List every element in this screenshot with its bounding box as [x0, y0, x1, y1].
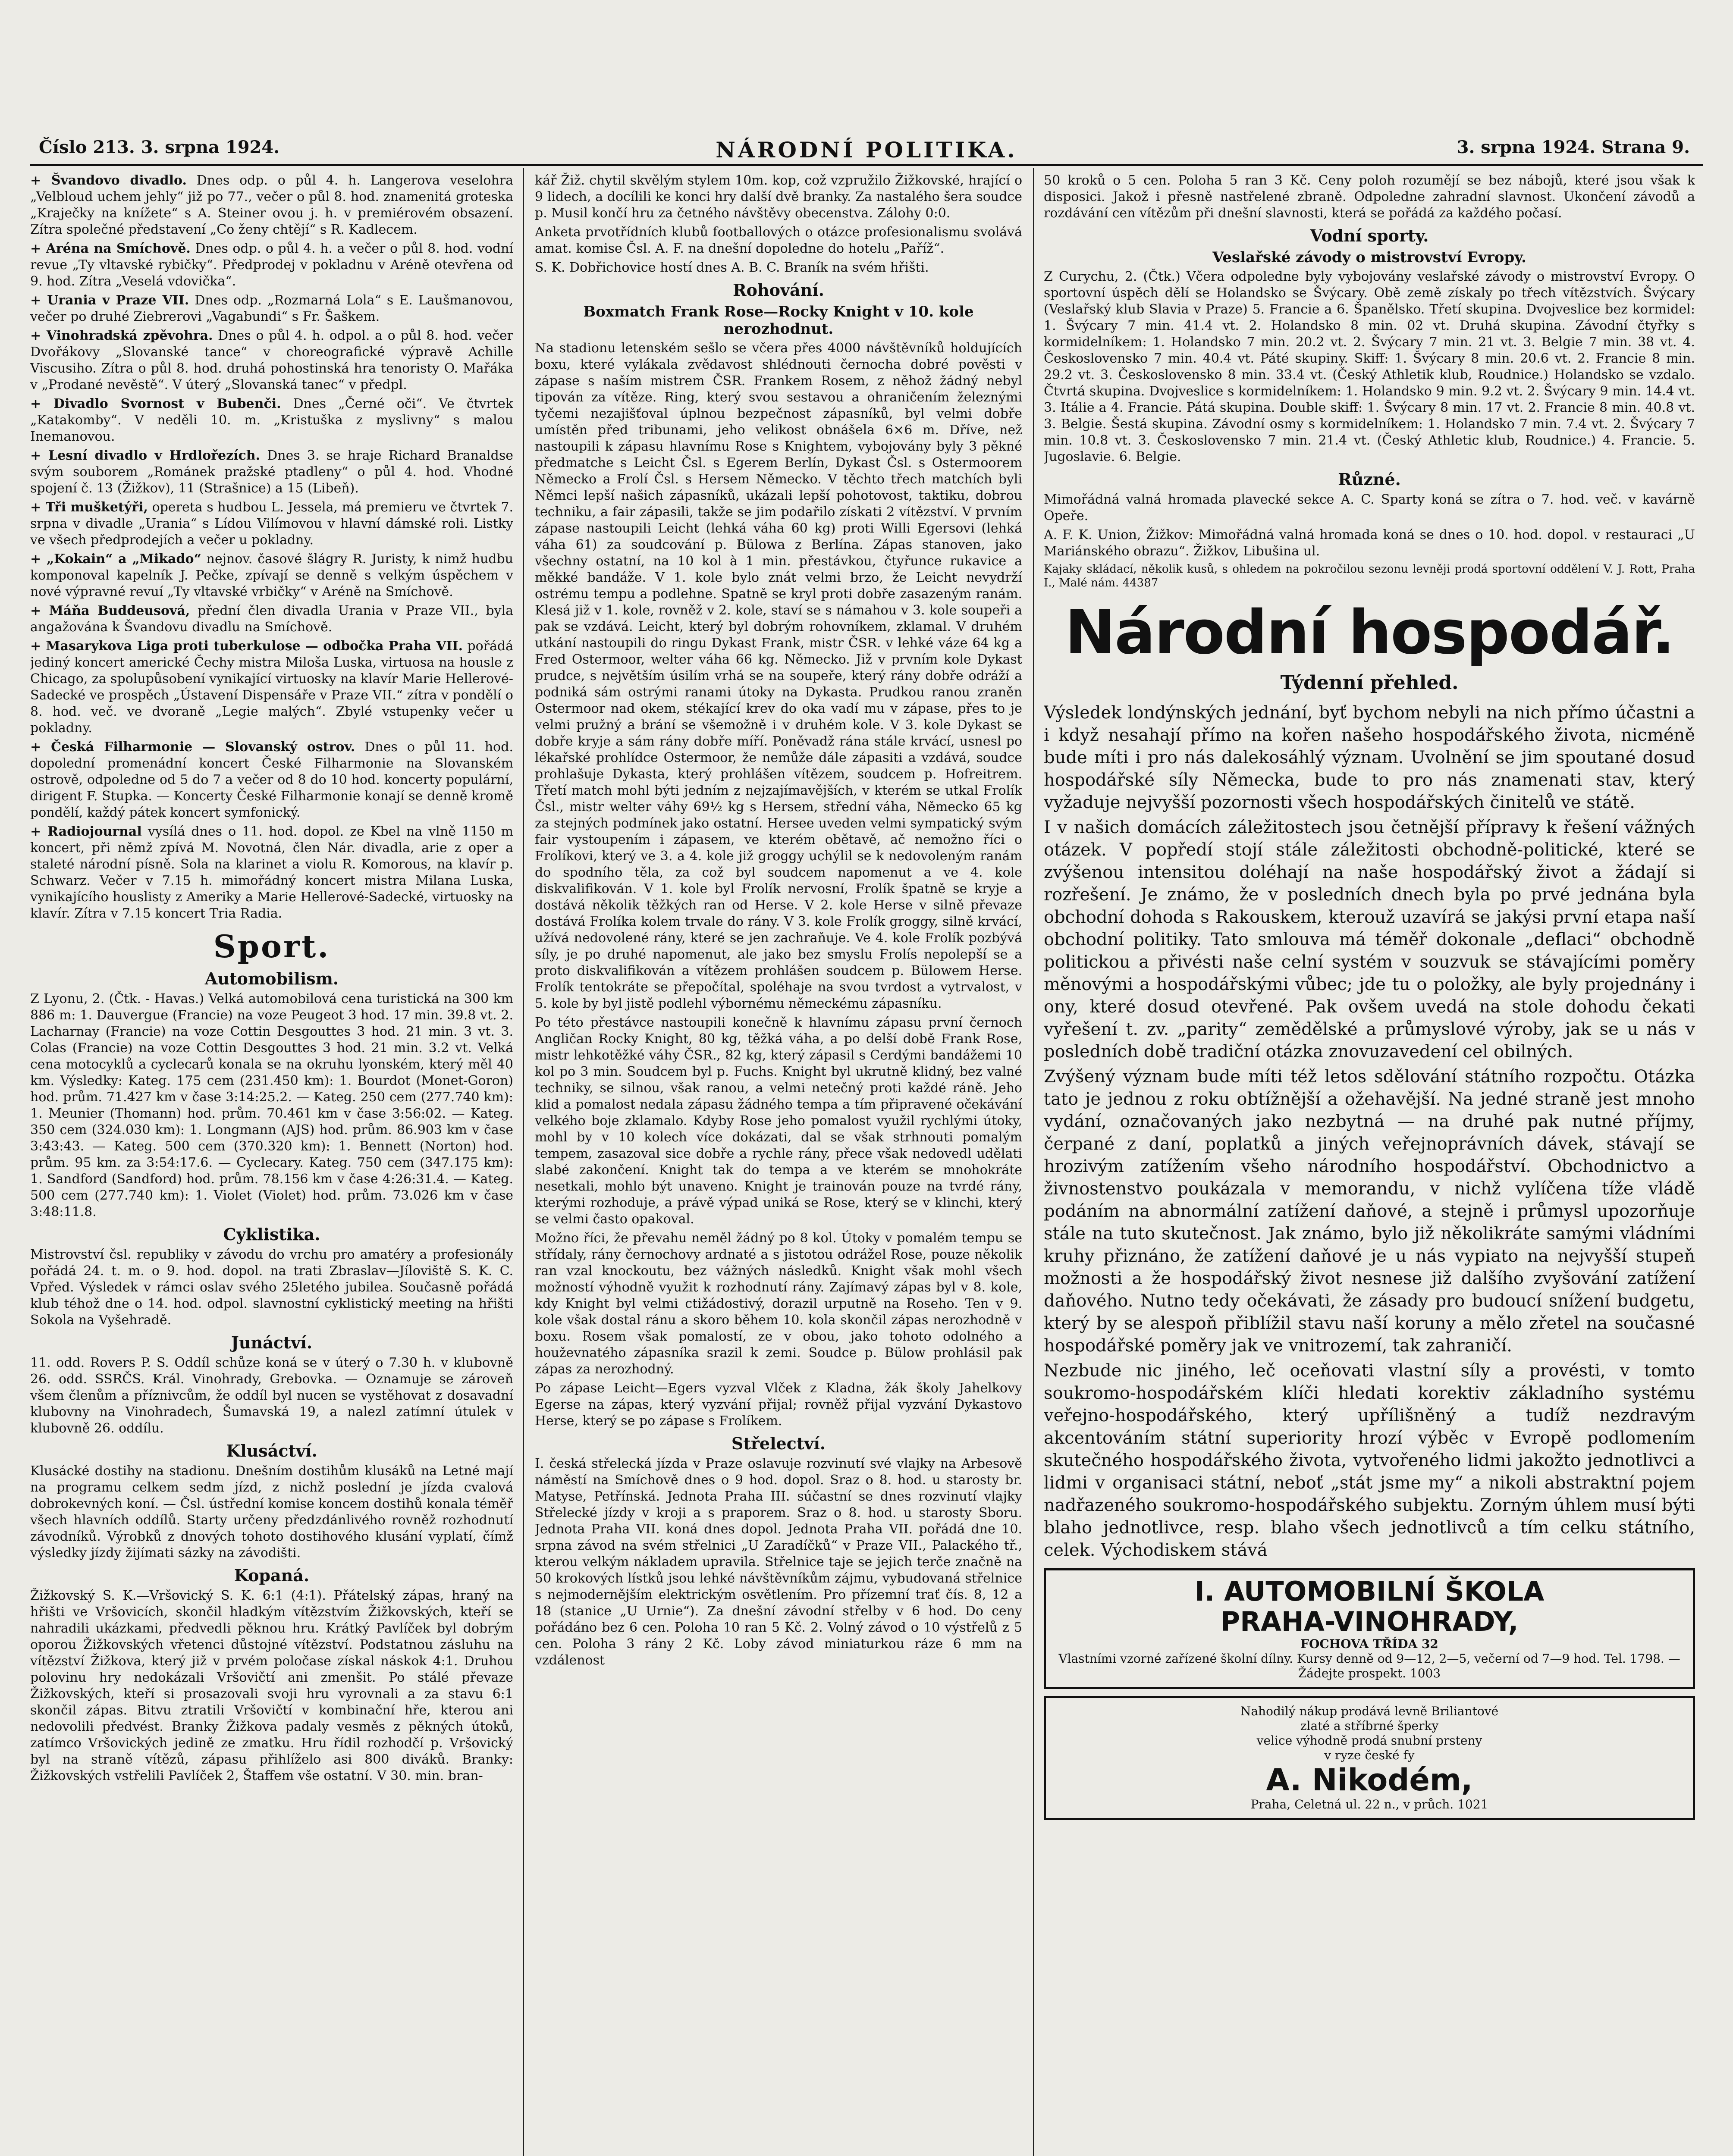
theatre-notice — [30, 448, 513, 497]
ad-text: zlaté a stříbrné šperky — [1300, 1719, 1439, 1733]
notice-text: Dnes odp. „Rozmarná Lola“ s E. Laušmanovou, večer po druhé Ziebrerovi „Vagabundi“ s Fr. Šaškem. — [30, 293, 513, 324]
notice-lead: + Masarykova Liga proti tuberkulose — odbočka Praha VII. — [30, 639, 463, 654]
notice-lead: + Tři mušketýři, — [30, 500, 148, 515]
ad-address: Praha, Celetná ul. 22 n., v průch. 1021 — [1250, 1797, 1488, 1811]
header-page: 3. srpna 1924. Strana 9. — [1457, 137, 1690, 157]
section-subtitle: Junáctví. — [231, 1333, 313, 1352]
section-subtitle: Vodní sporty. — [1310, 226, 1429, 245]
article-text: kář Žiž. chytil skvělým stylem 10m. kop, což vzpružilo Žižkovské, hrající o 9 lidech, a docílili ke konci hry další dvě branky. Za nastalého šera soudce p. Musil končí hru za četného návštěvy obecenstva. Zálohy 0:0. — [535, 173, 1022, 221]
section-subtitle: Rohování. — [733, 280, 824, 300]
article-text: Žižkovský S. K.—Vršovický S. K. 6:1 (4:1). Přátelský zápas, hraný na hřišti ve Vršovicích, skončil hladkým vítězstvím Žižkovských, kteří se nahradili ukázkami, předvedli pěknou hru. Krátký Pavlíček byl dobrým oporou Žižkovských vřetenci důstojné vítězství. Podstatnou zásluhu na vítězství Žižkova, který již v prvém poločase získal náskok 4:1. Druhou polovinu hry nedokázali Vršovičtí ani zmenšit. Po stálé převaze Žižkovských, kteří si prosazovali svoji hru vyrovnali a za stavu 6:1 skončil zápas. Bitvu ztratili Vršovičtí v kombinační hře, kterou ani nedovolili předvést. Branky Žižkova padaly vesměs z pěkných útoků, zatímco Vršovických jedině ze zmatku. Hru řídil rozhodčí p. Vršovický byl na straně vítězů, zápasu přihlíželo asi 800 diváků. Branky: Žižkovských vstřelili Pavlíček 2, Štaffem vše ostatní. V 30. min. bran- — [30, 1588, 513, 1783]
section-subtitle: Cyklistika. — [223, 1225, 320, 1244]
ad-text: Vlastními vzorné zařízené školní dílny. Kursy denně od 9—12, 2—5, večerní od 7—9 hod. Tel. 1798. — Žádejte prospekt. 1003 — [1058, 1651, 1680, 1680]
article-text: Možno říci, že převahu neměl žádný po 8 kol. Útoky v pomalém tempu se střídaly, rány černochovy ardnaté a s jistotou odrážel Rose, pouze několik ran vzal knockoutu, bez vážných následků. Knight však mohl všech možností výhodně využit k rozhodnutí rány. Zajímavý zápas byl v 8. kole, kdy Knight byl velmi ctižádostivý, dorazil urputně na Roseho. Ten v 9. kole však dostal ránu a skoro během 10. kola skončil zápas nerozhodně v boxu. Rosem však pomalostí, ze v obou, jako tohoto odolného a houževnatého zápasníka srazil k zemi. Soudce p. Bülow prohlásil pak zápas za nerozhodný. — [535, 1231, 1022, 1377]
article-paragraph: Výsledek londýnských jednání, byť bychom nebyli na nich přímo účastni a i když nesahají přímo na kořen našeho hospodářského života, nicméně bude míti i pro nás dalekosáhlý význam. Uvolnění se jim spoutané dosud hospodářské síly Německa, bude to pro nás znamenati stav, který vyžaduje nejvyšší pozornosti všech hospodářských činitelů ve státě. — [1044, 703, 1695, 812]
article-text: S. K. Dobřichovice hostí dnes A. B. C. Braník na svém hřišti. — [535, 260, 929, 275]
classified-ad: Kajaky skládací, několik kusů, s ohledem na pokročilou sezonu levněji prodá sportovní oddělení V. J. Rott, Praha I., Malé nám. 44387 — [1044, 563, 1695, 589]
notice-lead: + Vinohradská zpěvohra. — [30, 328, 213, 343]
article-text: I. česká střelecká jízda v Praze oslavuje rozvinutí své vlajky na Arbesově náměstí na Smíchově dnes o 9 hod. dopol. Sraz o 8. hod. u starosty br. Matyse, Petřínská. Jednota Praha III. súčastní se dnes rozvinutí vlajky Střelecké jízdy v kroji a s praporem. Sraz o 8. hod. u starosty Sboru. Jednota Praha VII. koná dnes dopol. Jednota Praha VII. pořádá dne 10. srpna závod na svém střelnici „U Zaradíčků“ v Praze VII., Palackého tř., kterou velkým nákladem upravila. Střelnice taje se jejich terče značně na 50 krokových lístků jsou lehké návštěvníkům zájmu, vybudovaná střelnice s nejmodernějším elektrickým osvětlením. Pro přízemní trať čís. 8, 12 a 18 (stanice „U Urnie“). Za dnešní závodní střelby v 6 hod. Do ceny pořádáno bez 6 cen. Poloha 10 ran 5 Kč. 2. Volný závod o 10 výstřelů z 5 cen. Poloha 3 rány 2 Kč. Loby závod miniaturkou ráze 6 mm na vzdálenost — [535, 1456, 1022, 1668]
article-text: A. F. K. Union, Žižkov: Mimořádná valná hromada koná se dnes o 10. hod. dopol. v restauraci „U Mariánského obrazu“. Žižkov, Libušina ul. — [1044, 527, 1695, 559]
article-headline: Boxmatch Frank Rose—Rocky Knight v 10. kole nerozhodnut. — [583, 303, 974, 338]
article-text: 50 kroků o 5 cen. Poloha 5 ran 3 Kč. Ceny poloh rozumějí se bez nábojů, které jsou však k disposici. Jakož i přesně nastřelené zbraně. Odpoledne zahradní slavnost. Ukončení závodů a rozdávání cen vítězům při dnešní slavnosti, která se pořádá za každého počasí. — [1044, 173, 1695, 221]
theatre-notice — [30, 603, 513, 636]
notice-text: Dnes odp. o půl 4. h. a večer o půl 8. hod. vodní revue „Ty vltavské rybičky“. Předprodej v pokladnu v Aréně otevřena od 9. hod. Zítra „Veselá vdovička“. — [30, 241, 513, 289]
article-text: Na stadionu letenském sešlo se včera přes 4000 návštěvníků holdujících boxu, které vylákala zvědavost shlédnouti černocha dobré pověsti v zápase s naším mistrem ČSR. Frankem Rosem, z něhož žádný nebyl tipován za vítěze. Ring, který svou sestavou a ohraničením železnými tyčemi nezajišťoval úplnou bezpečnost zápasníků, byl velmi dobře umístěn před tribunami, jeho velikost obnášela 6×6 m. Dříve, než nastoupili k zápasu hlavnímu Rose s Knightem, vybojovány byly 3 pěkné předmatche s Leicht Čsl. s Egerem Berlín, Dykast Čsl. s Ostermoorem Německo a Frolí Čsl. s Hersem Německo. V těchto třech matchích byli Němci lepší našich zápasníků, ukázali lepší pohotovost, taktiku, dobrou techniku, a fair zápasili, takže se jim podařilo získati 2 vítězství. V prvním zápase nastoupili Leicht (lehká váha 60 kg) proti Willi Egersovi (lehká váha 61) za soudcování p. Bülowa z Berlína. Zápas stanoven, jako všechny ostatní, na 10 kol à 1 min. přestávkou, čtyřunce rukavice a měkké bandáže. V 1. kole bylo znát velmi brzo, že Leicht nevydrží ostrému tempu a podlehne. Spatně se kryl proti dobře zasazeným ranám. Klesá již v 1. kole, rovněž v 2. kole, staví se s námahou v 3. kole soupeři a pak se vzdává. Leicht, který byl dobrým rohovníkem, zklamal. V druhém utkání nastoupili do ringu Dykast Frank, mistr ČSR. v lehké váze 64 kg a Fred Ostermoor, welter váha 66 kg. Německo. Již v prvním kole Dykast prudce, s největším úsilím vrhá se na soupeře, který rány dobře odráží a podniká sám ostrými ranami útoky na Dykasta. Prudkou ranou zraněn Ostermoor nad okem, stékající krev do oka vadí mu v zápase, přes to je velmi pružný a brání se všemožně i v druhém kole. V 3. kole Dykast se dobře kryje a sám rány dobře míří. Poněvadž rána stále krvácí, usnesl po lékařské prohlídce Ostermoor, že nemůže dále zápasiti a vzdává, soudce prohlašuje Dykasta, který prohlášen vítězem, soudcem p. Hofreitrem. Třetí match mohl býti jedním z nejzajímavějších, v kterém se utkal Frolík Čsl., mistr welter váhy 69½ kg s Hersem, střední váha, Německo 65 kg za stejných podmínek jako ostatní. Hersee uveden velmi sympatický svým fair vystoupením i zápasem, ve kterém obětavě, ač nemožno říci o Frolíkovi, který ve 3. a 4. kole již groggy uchýlil se k nedovoleným ranám do spodního těla, za což byl soudcem napomenut a ve 4. kole diskvalifikován. V 1. kole byl Frolík nervosní, Frolík špatně se kryje a dostává několik těžkých ran od Herse. V 2. kole Herse v silně převaze dostává Frolíka kolem trvale do rány. V 3. kole Frolík groggy, silně krvácí, užívá nedovolené rány, které se jen zachraňuje. Ve 4. kole Frolík pozbývá síly, je po druhé napomenut, ale jako bez smyslu Frolís nepolepší se a proto diskvalifikován a vítězem prohlášen soudcem p. Bülowem Herse. Frolík tentokráte se přepočítal, spoléhaje na svou tvrdost a vytrvalost, v 5. kole by byl jistě podlehl výbornému německému zápasníku. — [535, 341, 1022, 1011]
section-subtitle: Klusáctví. — [226, 1441, 317, 1460]
article-text: Po zápase Leicht—Egers vyzval Vlček z Kladna, žák školy Jahelkovy Egerse na zápas, který vyzvání přijal; rovněž přijal vyzvání Dykastovo Herse, který se po zápase s Frolíkem. — [535, 1381, 1022, 1429]
theatre-notice — [30, 638, 513, 736]
article-text: 11. odd. Rovers P. S. Oddíl schůze koná se v úterý o 7.30 h. v klubovně 26. odd. SSRČS. Král. Vinohrady, Grebovka. — Oznamuje se zároveň všem členům a příznivcům, že oddíl byl nucen se vystěhovat z dosavadní klubovny na Vinohradech, Šumavská 19, a nalezl zatímní útulek v klubovně 26. oddílu. — [30, 1355, 513, 1436]
article-text: Mimořádná valná hromada plavecké sekce A. C. Sparty koná se zítra o 7. hod. več. v kavárně Opeře. — [1044, 492, 1695, 523]
section-subtitle: Týdenní přehled. — [1280, 672, 1459, 694]
notice-text: opereta s hudbou L. Jessela, má premieru ve čtvrtek 7. srpna v divadle „Urania“ s Lídou Vilímovou v hlavní dámské roli. Listky ve všech předprodejích a večer u pokladny. — [30, 500, 513, 548]
theatre-notice — [30, 551, 513, 600]
notice-lead: + Aréna na Smíchově. — [30, 241, 191, 256]
notice-lead: + Máňa Buddeusová, — [30, 603, 190, 618]
article-paragraph: Nezbude nic jiného, leč oceňovati vlastní síly a provésti, v tomto soukromo-hospodářském klíči hledati korektiv základního systému veřejno-hospodářského, který upřílišněný a tudíž nezdravým akcentováním státní superiority hrozí výběc v Evropě podlomením skutečného hospodářského života, vytvořeného lidmi jakožto jednotlivci a lidmi v organisaci státní, neboť „stát jsme my“ a nikoli abstraktní pojem nadřazeného soukromo-hospodářského subjektu. Zorným úhlem musí býti blaho jednotlivce, resp. blaho všech jednotlivců a tím celku státního, celek. Východiskem stává — [1044, 1361, 1695, 1560]
ad-address: FOCHOVA TŘÍDA 32 — [1300, 1637, 1438, 1651]
ad-headline: PRAHA-VINOHRADY, — [1220, 1606, 1519, 1637]
section-subtitle: Střelectví. — [731, 1434, 826, 1453]
notice-lead: + Lesní divadlo v Hrdlořezích. — [30, 448, 261, 463]
ad-text: velice výhodně prodá snubní prsteny — [1256, 1733, 1482, 1748]
economy-article — [1044, 702, 1695, 1561]
notice-lead: + Švandovo divadlo. — [30, 173, 187, 188]
ad-text: v ryze české fy — [1324, 1748, 1415, 1762]
article-paragraph: Zvýšený význam bude míti též letos sdělování státního rozpočtu. Otázka tato je jednou z roku obtížnější a ožehavější. Na jedné straně jest mnoho vydání, označovaných jako nezbytná — na druhé pak nutné příjmy, čerpané z daní, poplatků a jiných veřejnoprávních dávek, stávají se hrozivým zatížením všeho národního hospodářství. Obchodnictvo a živnostenstvo poukázala v memorandu, v nichž vylíčena tíže vládě podáním na abnormální zatížení daňové, a stejně i průmysl upozorňuje stále na tuto skutečnost. Jak známo, bylo již několikráte samými vládními kruhy přiznáno, že zatížení daňové je u nás vypiato na nejvyšší stupeň možnosti a že hospodářský život nesnese již dalšího zvyšování zatížení daňového. Nutno tedy očekávati, že zásady pro budoucí snížení budgetu, který by se alespoň přiblížil stavu naší koruny a mělo zřetel na současné hospodářské poměry jak ve vnitrozemí, tak zahraničí. — [1044, 1067, 1695, 1356]
column-rule — [1033, 168, 1034, 2156]
advertisement-jeweller — [1044, 1696, 1695, 1820]
theatre-notice — [30, 396, 513, 445]
column-2 — [535, 172, 1022, 2156]
notice-lead: + „Kokain“ a „Mikado“ — [30, 552, 201, 567]
notice-text: přední člen divadla Urania v Praze VII., byla angažována k Švandovu divadlu na Smíchově. — [30, 603, 513, 635]
ad-headline: I. AUTOMOBILNÍ ŠKOLA — [1194, 1576, 1545, 1607]
notice-lead: + Divadlo Svornost v Bubenči. — [30, 396, 281, 411]
ad-name: A. Nikodém, — [1266, 1762, 1473, 1798]
article-text: Anketa prvotřídních klubů footballových o otázce profesionalismu svolává amat. komise Čsl. A. F. na dnešní dopoledne do hotelu „Paříž“. — [535, 225, 1022, 256]
ad-text: Nahodilý nákup prodává levně Briliantové — [1240, 1704, 1499, 1718]
notice-lead: + Urania v Praze VII. — [30, 293, 189, 308]
theatre-notice — [30, 824, 513, 922]
advertisement-driving-school — [1044, 1568, 1695, 1689]
notice-lead: + Česká Filharmonie — Slovanský ostrov. — [30, 740, 355, 755]
masthead: NÁRODNÍ POLITIKA. — [716, 137, 1017, 163]
theatre-news — [30, 172, 513, 922]
article-text: Klusácké dostihy na stadionu. Dnešním dostihům klusáků na Letné mají na programu celkem sedm jízd, z nichž poslední je jízda cvalová dobrokevných koní. — Čsl. ústřední komise koncem dostihů konala téměř všech hlavních oddílů. Starty určeny předzdánlivého rovněž rozhodnutí závodníků. Výrobků z dnových tohoto dostihového klusání vyplatí, čímž výsledky jízdy žijímati sázky na závodišti. — [30, 1463, 513, 1561]
notice-text: Dnes odp. o půl 4. h. Langerova veselohra „Velbloud uchem jehly“ již po 77., večer o půl 8. hod. znamenitá groteska „Kraječky na knížete“ s A. Steiner ovou j. h. v premiérovém obsazení. Zítra společné představení „Co ženy chtějí“ s R. Kadlecem. — [30, 173, 513, 237]
article-headline: Veslařské závody o mistrovství Evropy. — [1212, 249, 1526, 266]
theatre-notice — [30, 292, 513, 325]
notice-text: Dnes „Černé oči“. Ve čtvrtek „Katakomby“. V neděli 10. m. „Kristuška z myslivny“ s malou Inemanovou. — [30, 396, 513, 444]
notice-text: Dnes 3. se hraje Richard Branaldse svým souborem „Románek pražské ptadleny“ o půl 4. hod. Vhodné spojení č. 13 (Žižkov), 11 (Strašnice) a 15 (Libeň). — [30, 448, 513, 496]
section-title-national-economy: Národní hospodář. — [1064, 598, 1674, 668]
theatre-notice — [30, 241, 513, 290]
theatre-notice — [30, 499, 513, 548]
notice-text: Dnes o půl 4. h. odpol. a o půl 8. hod. večer Dvořákovy „Slovanské tance“ v choreografické výpravě Achille Viscusiho. Zítra o půl 8. hod. druhá pohostinská hra tenoristy O. Mařáka v „Prodané nevěstě“. V úterý „Slovanská tanec“ v předpl. — [30, 328, 513, 392]
article-text: Z Curychu, 2. (Čtk.) Včera odpoledne byly vybojovány veslařské závody o mistrovství Evropy. O sportovní úspěch dělí se Holandsko se Švýcary. Obě země získaly po třech vítězstvích. Švýcary (Veslařský klub Slavia v Praze) 5. Francie a 6. Španělsko. Třetí skupina. Dvojveslice bez kormidel: 1. Švýcary 7 min. 41.4 vt. 2. Holandsko 8 min. 02 vt. Druhá skupina. Závodní čtyřky s kormidelníkem: 1. Holandsko 7 min. 20.2 vt. 2. Švýcary 7 min. 21 vt. 3. Belgie 7 min. 38 vt. 4. Československo 7 min. 40.4 vt. Páté skupiny. Skiff: 1. Švýcary 8 min. 20.6 vt. 2. Francie 8 min. 29.2 vt. 3. Československo 8 min. 33.4 vt. (Český Athletik klub, Roudnice.) Holandsko se vzdalo. Čtvrtá skupina. Dvojveslice s kormidelníkem: 1. Holandsko 9 min. 9.2 vt. 2. Švýcary 9 min. 14.4 vt. 3. Itálie a 4. Francie. Pátá skupina. Double skiff: 1. Švýcary 8 min. 17 vt. 2. Francie 8 min. 40.8 vt. 3. Belgie. Šestá skupina. Závodní osmy s kormidelníkem: 1. Holandsko 7 min. 7.4 vt. 2. Švýcary 7 min. 10.8 vt. 3. Československo 7 min. 21.4 vt. (Český Athletic klub, Roudnice.) 4. Francie. 5. Jugoslavie. 6. Belgie. — [1044, 269, 1695, 464]
article-text: Z Lyonu, 2. (Čtk. - Havas.) Velká automobilová cena turistická na 300 km 886 m: 1. Dauvergue (Francie) na voze Peugeot 3 hod. 17 min. 39.8 vt. 2. Lacharnay (Francie) na voze Cottin Desgouttes 3 hod. 21 min. 3 vt. 3. Colas (Francie) na voze Cottin Desgouttes 3 hod. 21 min. 3.2 vt. Velká cena motocyklů a cyclecarů konala se na okruhu lyonském, který měl 40 km. Výsledky: Kateg. 175 cem (231.450 km): 1. Bourdot (Monet-Goron) hod. prům. 71.427 km v čase 3:14:25.2. — Kateg. 250 cem (277.740 km): 1. Meunier (Thomann) hod. prům. 70.461 km v čase 3:56:02. — Kateg. 350 cem (324.030 km): 1. Longmann (AJS) hod. prům. 86.903 km v čase 3:43:43. — Kateg. 500 cem (370.320 km): 1. Bennett (Norton) hod. prům. 95 km. za 3:54:17.6. — Cyclecary. Kateg. 750 cem (347.175 km): 1. Sandford (Sandford) hod. prům. 78.156 km v čase 4:26:31.4. — Kateg. 500 cem (277.740 km): 1. Violet (Violet) hod. prům. 73.026 km v čase 3:48:11.8. — [30, 991, 513, 1219]
column-3 — [1044, 172, 1695, 2156]
article-paragraph: I v našich domácích záležitostech jsou četnější přípravy k řešení vážných otázek. V popředí stojí stále záležitosti obchodně-politické, které se zvýšenou intensitou doléhají na naše hospodářský život a žádají si rozřešení. Je známo, že v posledních dnech byla po prvé jednána byla obchodní dohoda s Rakouskem, kterouž uzavírá se jakýsi první etapa naší obchodní politiky. Tato smlouva má téměř dokonale „deflaci“ obchodně politickou a přivésti naše celní systém v souzvuk se stávajícími poměry měnovými a hospodářskými vůbec; jde tu o položky, ale byly projednány i ony, které dosud otevřené. Pak ovšem uvedá na stole dohodu čekati vyřešení t. zv. „parity“ zemědělské a průmyslové výroby, jak se u nás v posledních době tradiční otázka znovuzavedení cel obilných. — [1044, 818, 1695, 1062]
theatre-notice — [30, 739, 513, 821]
header-issue: Číslo 213. 3. srpna 1924. — [39, 137, 280, 157]
theatre-notice — [30, 172, 513, 238]
section-subtitle: Kopaná. — [234, 1566, 310, 1585]
notice-text: nejnov. časové šlágry R. Juristy, k nimž hudbu komponoval kapelník J. Pečke, zpívají se denně s velkým úspěchem v nové výpravné revuí „Ty vltavské vrbičky“ v Aréně na Smíchově. — [30, 552, 513, 599]
section-title: Sport. — [213, 928, 330, 965]
column-rule — [523, 168, 524, 2156]
section-subtitle: Různé. — [1338, 470, 1401, 489]
notice-lead: + Radiojournal — [30, 824, 142, 839]
notice-text: vysílá dnes o 11. hod. dopol. ze Kbel na vlně 1150 m koncert, při němž zpívá M. Novotná, člen Nár. divadla, arie z oper a staleté národní písně. Sola na klarinet a violu R. Komorous, na klavír p. Schwarz. Večer v 7.15 h. mimořádný koncert mistra Milana Luska, vynikajícího houslisty z Ameriky a Marie Hellerové-Sadecké, virtuosky na klavír. Zítra v 7.15 koncert Tria Radia. — [30, 824, 513, 921]
article-text: Mistrovství čsl. republiky v závodu do vrchu pro amatéry a profesionály pořádá 24. t. m. o 9. hod. dopol. na trati Zbraslav—Jíloviště S. K. C. Vpřed. Výsledek v rámci oslav svého 25letého jubilea. Současně pořádá klub téhož dne o 14. hod. odpol. slavnostní cyklistický meeting na hřišti Sokola na Vyšehradě. — [30, 1247, 513, 1328]
section-subtitle: Automobilism. — [204, 969, 339, 988]
theatre-notice — [30, 328, 513, 393]
notice-text: pořádá jediný koncert americké Čechy mistra Miloša Luska, virtuosa na housle z Chicago, za spolupůsobení vynikající virtuosky na klavír Marie Hellerové-Sadecké ve prospěch „Ústavení Dispensáře v Praze VII.“ zítra v pondělí o 8. hod. več. ve dvoraně „Legie malých“. Zbylé vstupenky večer u pokladny. — [30, 639, 513, 736]
page-header — [30, 134, 1703, 166]
article-text: Po této přestávce nastoupili konečně k hlavnímu zápasu první černoch Angličan Rocky Knight, 80 kg, těžká váha, a po delší době Frank Rose, mistr lehkotěžké váhy ČSR., 82 kg, který zápasil s Cerdými bandážemi 10 kol po 3 min. Soudcem byl p. Fuchs. Knight byl ukrutně klidný, bez valné techniky, se silnou, však ranou, a velmi netečný proti každé ráně. Jeho klid a pomalost nedala zápasu žádného tempa a tím připravené očekávání velkého boje zklamalo. Kdyby Rose jeho pomalost využil rychlými útoky, mohl by v 10 kolech více dokázati, dal se však strhnouti pomalým tempem, zasazoval sice dobře a rychle rány, přece však nedovedl udělati slabé zakončení. Knight tak do tempa a ve kterém se mnohokráte nesetkali, mohlo být unaveno. Knight je trainován pouze na tvrdé rány, kterými rozhoduje, a právě výpad uniká se Rose, který se v klinchi, který se velmi často opakoval. — [535, 1015, 1022, 1227]
notice-text: Dnes o půl 11. hod. dopolední promenádní koncert České Filharmonie na Slovanském ostrově, odpoledne od 5 do 7 a večer od 8 do 10 hod. koncerty populární, dirigent F. Stupka. — Koncerty České Filharmonie konají se denně kromě pondělí, každý pátek koncert symfonický. — [30, 740, 513, 820]
column-1 — [30, 172, 513, 2156]
